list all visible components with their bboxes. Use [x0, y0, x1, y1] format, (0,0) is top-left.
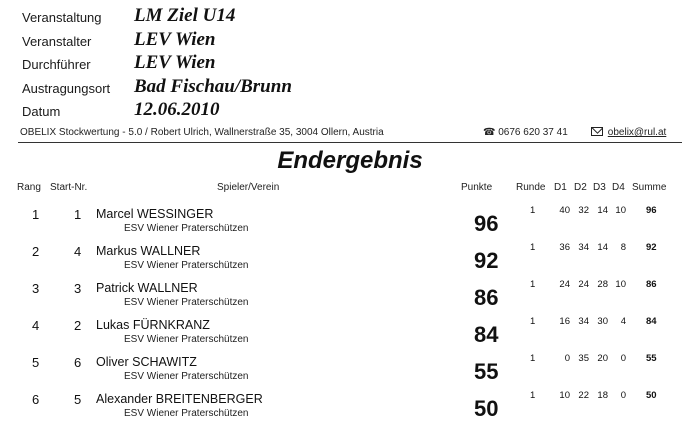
score-total: 86	[646, 279, 657, 290]
points: 92	[474, 248, 499, 273]
rank: 2	[32, 244, 40, 259]
score-d3: 30	[597, 316, 608, 327]
player-name: Lukas FÜRNKRANZ	[96, 318, 210, 332]
points: 96	[474, 211, 499, 236]
score-d2: 35	[578, 353, 589, 364]
score-total: 55	[646, 353, 657, 364]
rank: 1	[32, 207, 40, 222]
score-d3: 14	[597, 205, 608, 216]
software-info-line	[20, 124, 680, 140]
meta-value: Bad Fischau/Brunn	[134, 75, 292, 97]
rank: 4	[32, 318, 40, 333]
score-d3: 14	[597, 242, 608, 253]
envelope-icon	[591, 127, 603, 136]
header-d1: D1	[554, 182, 567, 193]
start-number: 5	[74, 392, 82, 407]
score-d3: 20	[597, 353, 608, 364]
round: 1	[530, 316, 536, 327]
score-d2: 34	[578, 316, 589, 327]
score-d4: 8	[620, 242, 626, 253]
meta-label: Datum	[22, 104, 61, 119]
result-row	[0, 313, 700, 350]
round: 1	[530, 353, 536, 364]
round: 1	[530, 242, 536, 253]
score-d3: 18	[597, 390, 608, 401]
score-d1: 10	[559, 390, 570, 401]
score-d4: 10	[615, 205, 626, 216]
player-name: Oliver SCHAWITZ	[96, 355, 197, 369]
telephone-icon: ☎	[483, 127, 496, 138]
meta-label: Austragungsort	[22, 80, 111, 96]
round: 1	[530, 390, 536, 401]
header-spieler-verein: Spieler/Verein	[217, 182, 280, 193]
email-link[interactable]: obelix@rul.at	[607, 127, 667, 138]
score-d1: 16	[559, 316, 570, 327]
score-d1: 36	[559, 242, 570, 253]
score-total: 50	[646, 390, 657, 401]
header-rang: Rang	[17, 182, 41, 193]
meta-label: Veranstalter	[22, 33, 92, 49]
software-credit: OBELIX Stockwertung - 5.0 / Robert Ulrich, Wallnerstraße 35, 3004 Ollern, Austria	[20, 127, 384, 138]
page-title: Endergebnis	[277, 147, 423, 174]
score-total: 92	[646, 242, 657, 253]
score-d4: 10	[615, 279, 626, 290]
email-contact	[591, 127, 666, 138]
header-start-nr: Start-Nr.	[50, 182, 88, 193]
score-d2: 22	[578, 390, 589, 401]
start-number: 3	[74, 281, 82, 296]
result-row	[0, 276, 700, 313]
score-d4: 0	[620, 353, 626, 364]
result-row	[0, 387, 700, 424]
club-name: ESV Wiener Praterschützen	[124, 371, 249, 382]
club-name: ESV Wiener Praterschützen	[124, 408, 249, 419]
score-d1: 40	[559, 205, 570, 216]
header-punkte: Punkte	[461, 182, 493, 193]
player-name: Marcel WESSINGER	[96, 207, 214, 221]
score-d3: 28	[597, 279, 608, 290]
score-total: 96	[646, 205, 657, 216]
round: 1	[530, 205, 536, 216]
start-number: 2	[74, 318, 82, 333]
player-name: Patrick WALLNER	[96, 281, 198, 295]
points: 86	[474, 285, 499, 310]
result-row	[0, 202, 700, 239]
meta-label: Veranstaltung	[22, 10, 102, 25]
header-summe: Summe	[632, 182, 667, 193]
club-name: ESV Wiener Praterschützen	[124, 260, 249, 271]
points: 55	[474, 359, 499, 384]
rank: 6	[32, 392, 40, 407]
score-d2: 32	[578, 205, 589, 216]
phone-number: 0676 620 37 41	[498, 127, 568, 138]
start-number: 4	[74, 244, 82, 259]
meta-value: LM Ziel U14	[134, 5, 236, 26]
start-number: 6	[74, 355, 82, 370]
score-d2: 34	[578, 242, 589, 253]
score-d4: 4	[620, 316, 626, 327]
rank: 5	[32, 355, 40, 370]
score-d2: 24	[578, 279, 589, 290]
result-row	[0, 239, 700, 276]
points: 50	[474, 396, 499, 421]
score-total: 84	[646, 316, 657, 327]
header-d2: D2	[574, 182, 587, 193]
score-d4: 0	[620, 390, 626, 401]
club-name: ESV Wiener Praterschützen	[124, 297, 249, 308]
meta-label: Durchführer	[22, 57, 91, 72]
score-d1: 24	[559, 279, 570, 290]
meta-value: 12.06.2010	[134, 99, 220, 120]
player-name: Alexander BREITENBERGER	[96, 392, 263, 406]
header-runde: Runde	[516, 182, 546, 193]
club-name: ESV Wiener Praterschützen	[124, 334, 249, 345]
result-row	[0, 350, 700, 387]
player-name: Markus WALLNER	[96, 244, 201, 258]
meta-value: LEV Wien	[134, 52, 216, 73]
points: 84	[474, 322, 499, 347]
score-d1: 0	[564, 353, 570, 364]
meta-value: LEV Wien	[134, 28, 216, 50]
divider	[18, 142, 682, 143]
phone-contact	[483, 127, 568, 138]
header-d4: D4	[612, 182, 625, 193]
start-number: 1	[74, 207, 82, 222]
club-name: ESV Wiener Praterschützen	[124, 223, 249, 234]
rank: 3	[32, 281, 40, 296]
round: 1	[530, 279, 536, 290]
header-d3: D3	[593, 182, 606, 193]
